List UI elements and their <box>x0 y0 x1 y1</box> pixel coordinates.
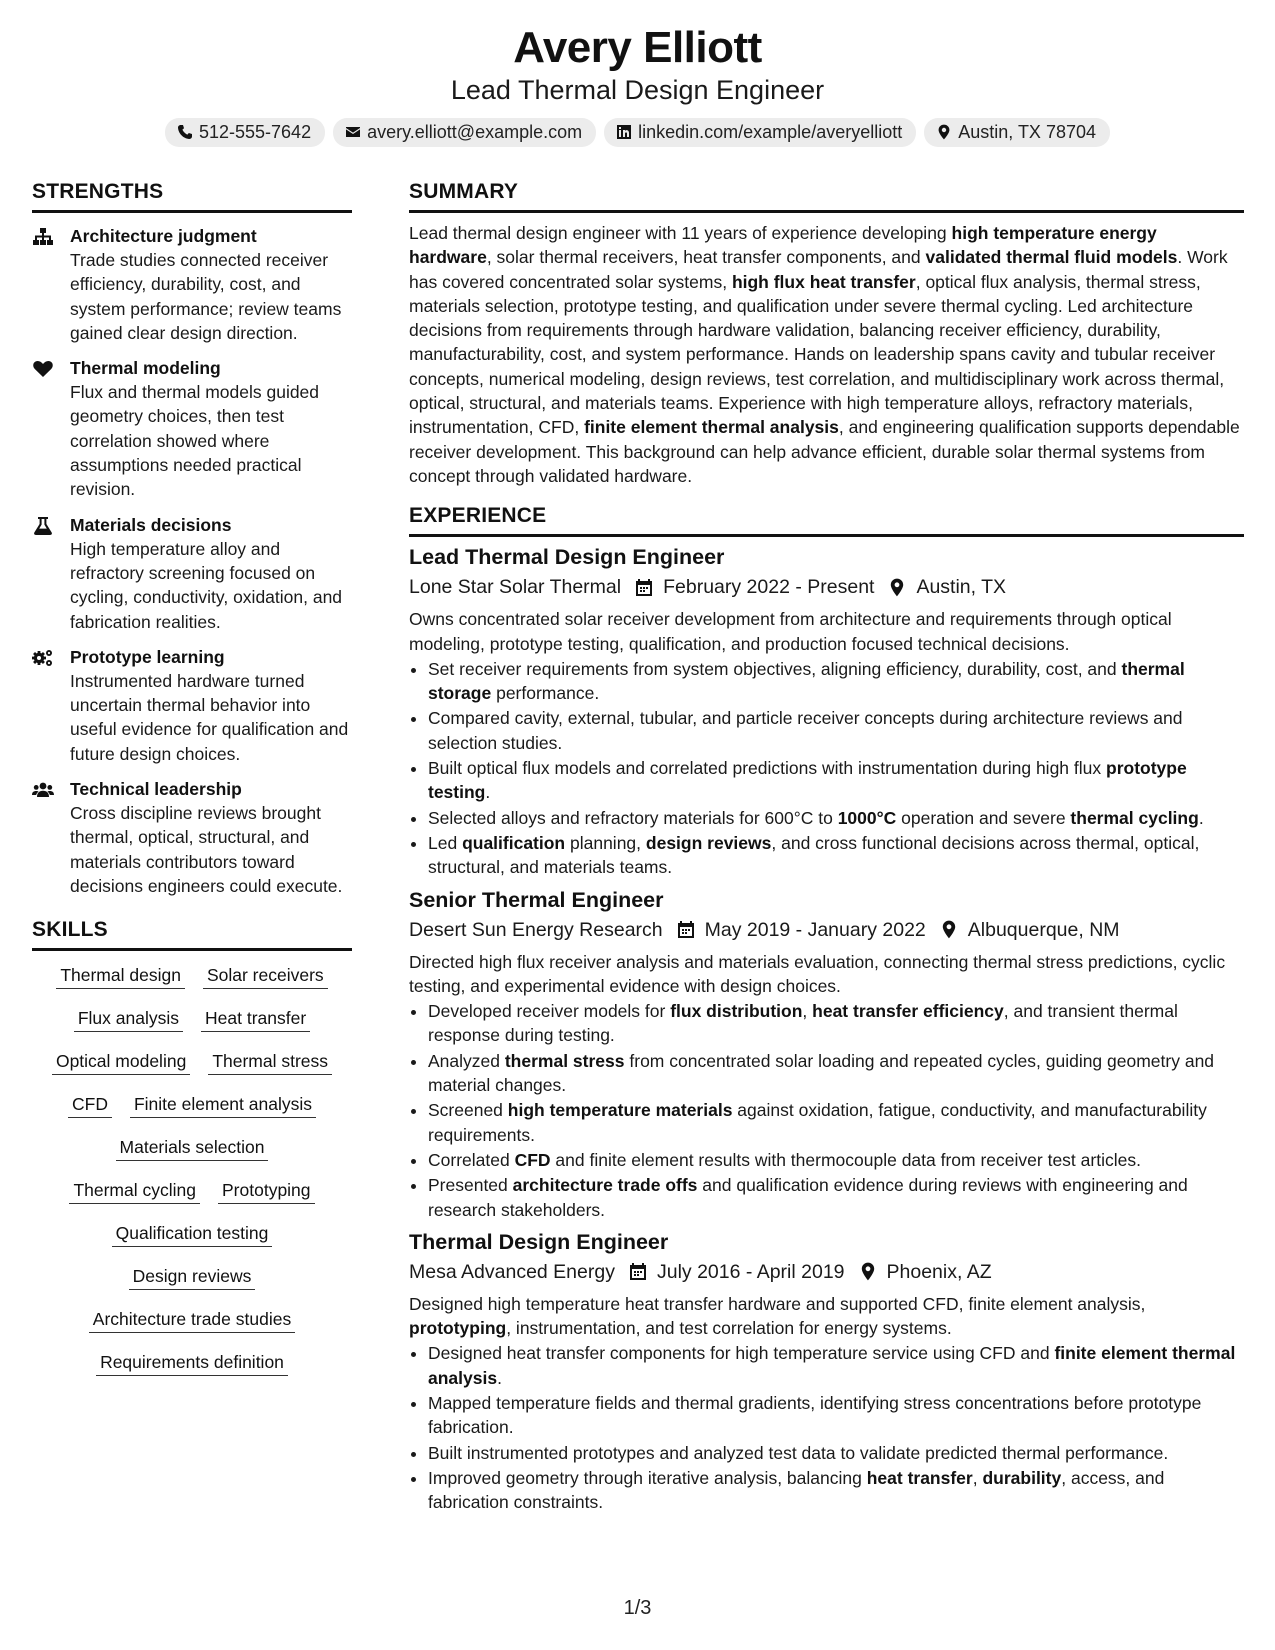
bullet-item: • Built optical flux models and correlated predictions with instrumentation during high flux prototype testing. <box>428 756 1244 805</box>
linkedin-icon <box>616 124 632 140</box>
strength-item <box>32 645 352 766</box>
job-description: Designed high temperature heat transfer hardware and supported CFD, finite element analysis, prototyping, instrumentation, and test correlation for energy systems. <box>409 1293 1146 1339</box>
calendar-icon <box>629 1262 647 1281</box>
bullet-item: • Led qualification planning, design reviews, and cross functional decisions across thermal, optical, structural, and materials teams. <box>428 831 1244 880</box>
skill-tag: CFD <box>68 1092 112 1118</box>
location-text: Austin, TX 78704 <box>958 122 1096 142</box>
bullet-item: • Screened high temperature materials against oxidation, fatigue, conductivity, and manufacturability requirements. <box>428 1098 1244 1147</box>
job-title: Thermal Design Engineer <box>409 1229 669 1254</box>
job-meta <box>409 1258 1244 1286</box>
heart-icon <box>32 359 54 379</box>
gears-icon <box>32 648 54 668</box>
skills-list <box>32 963 352 1376</box>
bullet-item: • Designed heat transfer components for high temperature service using CFD and finite element thermal analysis. <box>428 1341 1244 1390</box>
contact-bar <box>0 118 1275 147</box>
job-location: Phoenix, AZ <box>886 1260 992 1283</box>
map-pin-icon <box>940 920 958 939</box>
strength-title: Materials decisions <box>70 514 232 535</box>
skill-tag: Design reviews <box>129 1264 256 1290</box>
candidate-name: Avery Elliott <box>513 23 762 72</box>
job-bullets <box>409 657 1244 880</box>
skill-tag: Thermal cycling <box>69 1178 200 1204</box>
job-location: Albuquerque, NM <box>967 918 1120 941</box>
strength-title: Thermal modeling <box>70 358 221 379</box>
bullet-item: • Selected alloys and refractory materials for 600°C to 1000°C operation and severe thermal cycling. <box>428 806 1244 830</box>
right-column <box>409 178 1244 1515</box>
email-pill[interactable] <box>333 118 596 147</box>
strength-title: Technical leadership <box>70 779 242 800</box>
left-column <box>32 178 352 1393</box>
job-meta <box>409 573 1244 601</box>
skill-tag: Prototyping <box>218 1178 315 1204</box>
bullet-item: • Set receiver requirements from system objectives, aligning efficiency, durability, cost, and thermal storage performance. <box>428 657 1244 706</box>
linkedin-pill[interactable] <box>604 118 916 147</box>
skill-tag: Flux analysis <box>74 1006 183 1032</box>
map-pin-icon <box>859 1262 877 1281</box>
strength-desc: Flux and thermal models guided geometry choices, then test correlation showed where assumptions needed practical revision. <box>70 382 320 500</box>
strength-desc: Instrumented hardware turned uncertain thermal behavior into useful evidence for qualification and future design choices. <box>70 670 349 764</box>
resume-header <box>0 22 1275 147</box>
strength-item <box>32 356 352 501</box>
skill-tag: Finite element analysis <box>130 1092 316 1118</box>
bullet-item: • Mapped temperature fields and thermal gradients, identifying stress concentrations before prototype fabrication. <box>428 1391 1244 1440</box>
job-bullets <box>409 999 1244 1222</box>
strengths-heading: STRENGTHS <box>32 178 352 213</box>
company-name: Lone Star Solar Thermal <box>409 576 622 599</box>
skill-tag: Qualification testing <box>112 1221 273 1247</box>
skill-tag: Optical modeling <box>52 1049 190 1075</box>
flask-icon <box>32 516 54 536</box>
users-icon <box>32 780 54 800</box>
company-name: Desert Sun Energy Research <box>409 918 663 941</box>
strength-title: Prototype learning <box>70 646 225 667</box>
company-name: Mesa Advanced Energy <box>409 1260 615 1283</box>
strength-desc: Trade studies connected receiver efficiency, durability, cost, and system performance; review teams gained clear design direction. <box>70 250 342 343</box>
job-description: Directed high flux receiver analysis and materials evaluation, connecting thermal stress predictions, cyclic testing, and experimental evidence with design choices. <box>409 951 1226 996</box>
skill-tag: Requirements definition <box>96 1350 288 1376</box>
strength-title: Architecture judgment <box>70 226 257 246</box>
bullet-item: • Developed receiver models for flux distribution, heat transfer efficiency, and transient thermal response during testing. <box>428 999 1244 1048</box>
job-entry <box>409 886 1244 1222</box>
phone-icon <box>177 124 193 140</box>
email-text: avery.elliott@example.com <box>367 122 583 142</box>
summary-text: Lead thermal design engineer with 11 years of experience developing high temperature energy hardware, solar thermal receivers, heat transfer components, and validated thermal fluid models. Work has covered concentrated solar systems, high flux heat transfer, optical flux analysis, thermal stress, materials selection, prototype testing, and qualification under severe thermal cycling. Led architecture decisions from requirements through hardware validation, balancing receiver efficiency, durability, manufacturability, cost, and system performance. Hands on leadership spans cavity and tubular receiver concepts, numerical modeling, design reviews, test correlation, and multidisciplinary work across thermal, optical, structural, and materials teams. Experience with high temperature alloys, refractory materials, instrumentation, CFD, finite element thermal analysis, and engineering qualification supports dependable receiver development. This background can help advance efficient, durable solar thermal systems from concept through validated hardware. <box>409 223 1240 486</box>
candidate-title: Lead Thermal Design Engineer <box>450 75 825 105</box>
strength-item <box>32 224 352 345</box>
page-number: 1/3 <box>623 1597 652 1619</box>
bullet-item: • Improved geometry through iterative analysis, balancing heat transfer, durability, access, and fabrication constraints. <box>428 1466 1244 1515</box>
summary-heading: SUMMARY <box>409 178 1244 213</box>
map-pin-icon <box>888 578 906 597</box>
strength-item <box>32 777 352 898</box>
job-title: Lead Thermal Design Engineer <box>409 545 725 570</box>
bullet-item: • Analyzed thermal stress from concentrated solar loading and repeated cycles, guiding geometry and material changes. <box>428 1049 1244 1098</box>
skill-tag: Thermal stress <box>208 1049 332 1075</box>
job-meta <box>409 916 1244 944</box>
job-location: Austin, TX <box>916 576 1007 599</box>
location-pill <box>924 118 1110 147</box>
strength-desc: Cross discipline reviews brought thermal, optical, structural, and materials contributors toward decisions engineers could execute. <box>70 803 343 896</box>
skill-tag: Materials selection <box>116 1135 269 1161</box>
skill-tag: Solar receivers <box>203 963 328 989</box>
linkedin-text: linkedin.com/example/averyelliott <box>638 122 903 142</box>
bullet-item: • Correlated CFD and finite element results with thermocouple data from receiver test articles. <box>428 1148 1244 1172</box>
strengths-list <box>32 224 352 898</box>
skill-tag: Thermal design <box>56 963 185 989</box>
phone-pill[interactable] <box>165 118 325 147</box>
job-description: Owns concentrated solar receiver development from architecture and requirements through optical modeling, prototype testing, qualification, and production focused technical decisions. <box>409 609 1172 654</box>
strength-item <box>32 513 352 634</box>
strength-desc: High temperature alloy and refractory screening focused on cycling, conductivity, oxidation, and fabrication realities. <box>70 538 343 632</box>
bullet-item: • Compared cavity, external, tubular, and particle receiver concepts during architecture reviews and selection studies. <box>428 706 1244 755</box>
job-dates: July 2016 - April 2019 <box>656 1260 845 1283</box>
calendar-icon <box>677 920 695 939</box>
calendar-icon <box>635 578 653 597</box>
skill-tag: Architecture trade studies <box>89 1307 295 1333</box>
job-title: Senior Thermal Engineer <box>409 887 664 912</box>
job-entry <box>409 1228 1244 1515</box>
job-bullets <box>409 1341 1244 1514</box>
sitemap-icon <box>32 227 54 247</box>
skills-heading: SKILLS <box>32 916 352 951</box>
job-dates: May 2019 - January 2022 <box>704 918 926 941</box>
skill-tag: Heat transfer <box>201 1006 310 1032</box>
job-dates: February 2022 - Present <box>663 576 875 599</box>
experience-heading: EXPERIENCE <box>409 502 1244 537</box>
phone-text: 512-555-7642 <box>198 122 312 142</box>
bullet-item: • Built instrumented prototypes and analyzed test data to validate predicted thermal performance. <box>428 1441 1244 1465</box>
envelope-icon <box>345 124 361 140</box>
bullet-item: • Presented architecture trade offs and qualification evidence during reviews with engineering and research stakeholders. <box>428 1173 1244 1222</box>
job-entry <box>409 543 1244 879</box>
map-pin-icon <box>936 124 952 140</box>
